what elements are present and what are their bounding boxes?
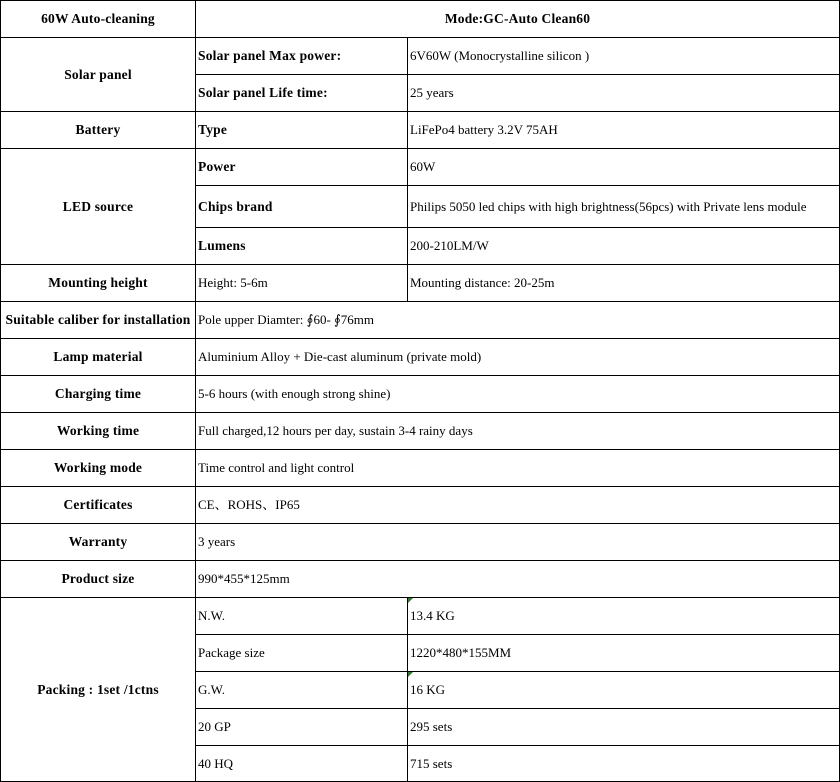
led-chips-value [408,186,840,228]
packing-nw-value: 13.4 KG [408,598,840,635]
solar-life-label: Solar panel Life time: [196,75,408,112]
mounting-height-value: Height: 5-6m [196,265,408,302]
header-row [1,1,840,38]
caliber-value: Pole upper Diamter: ∮60- ∮76mm [196,302,840,339]
battery-label: Battery [1,112,196,149]
table-row [1,112,840,149]
working-time-value: Full charged,12 hours per day, sustain 3-4 rainy days [196,413,840,450]
packing-nw-label: N.W. [196,598,408,635]
certificates-value: CE、ROHS、IP65 [196,487,840,524]
warranty-label: Warranty [1,524,196,561]
table-row [1,149,840,186]
packing-label: Packing : 1set /1ctns [1,598,196,782]
table-row [1,561,840,598]
table-row [1,38,840,75]
mounting-distance-value: Mounting distance: 20-25m [408,265,840,302]
packing-pkg-value: 1220*480*155MM [408,635,840,672]
table-row [1,413,840,450]
led-lumens-value: 200-210LM/W [408,228,840,265]
solar-life-value: 25 years [408,75,840,112]
charging-time-value: 5-6 hours (with enough strong shine) [196,376,840,413]
table-row [1,524,840,561]
table-row [1,339,840,376]
working-mode-value: Time control and light control [196,450,840,487]
header-mode: Mode:GC-Auto Clean60 [196,1,840,38]
charging-time-label: Charging time [1,376,196,413]
packing-40hq-value: 715 sets [408,746,840,782]
led-power-value: 60W [408,149,840,186]
solar-max-power-value: 6V60W (Monocrystalline silicon ) [408,38,840,75]
solar-max-power-label: Solar panel Max power: [196,38,408,75]
lamp-material-value: Aluminium Alloy + Die-cast aluminum (private mold) [196,339,840,376]
mounting-height-label: Mounting height [1,265,196,302]
led-chips-label: Chips brand [196,186,408,228]
led-source-label: LED source [1,149,196,265]
packing-gw-value: 16 KG [408,672,840,709]
warranty-value: 3 years [196,524,840,561]
packing-pkg-label: Package size [196,635,408,672]
led-power-label: Power [196,149,408,186]
working-time-label: Working time [1,413,196,450]
packing-40hq-label: 40 HQ [196,746,408,782]
table-row [1,302,840,339]
lamp-material-label: Lamp material [1,339,196,376]
working-mode-label: Working mode [1,450,196,487]
packing-20gp-value: 295 sets [408,709,840,746]
packing-20gp-label: 20 GP [196,709,408,746]
table-row [1,376,840,413]
certificates-label: Certificates [1,487,196,524]
table-row [1,487,840,524]
caliber-label-text: Suitable caliber for installation [5,312,191,327]
led-lumens-label: Lumens [196,228,408,265]
product-size-label: Product size [1,561,196,598]
solar-panel-label: Solar panel [1,38,196,112]
table-row [1,450,840,487]
table-row [1,598,840,635]
packing-gw-label: G.W. [196,672,408,709]
header-model-name: 60W Auto-cleaning [1,1,196,38]
led-chips-text: Philips 5050 led chips with high brightness(56pcs) with Private lens module [410,198,807,214]
battery-type-label: Type [196,112,408,149]
battery-type-value: LiFePo4 battery 3.2V 75AH [408,112,840,149]
caliber-label [1,302,196,339]
table-row [1,265,840,302]
product-size-value: 990*455*125mm [196,561,840,598]
